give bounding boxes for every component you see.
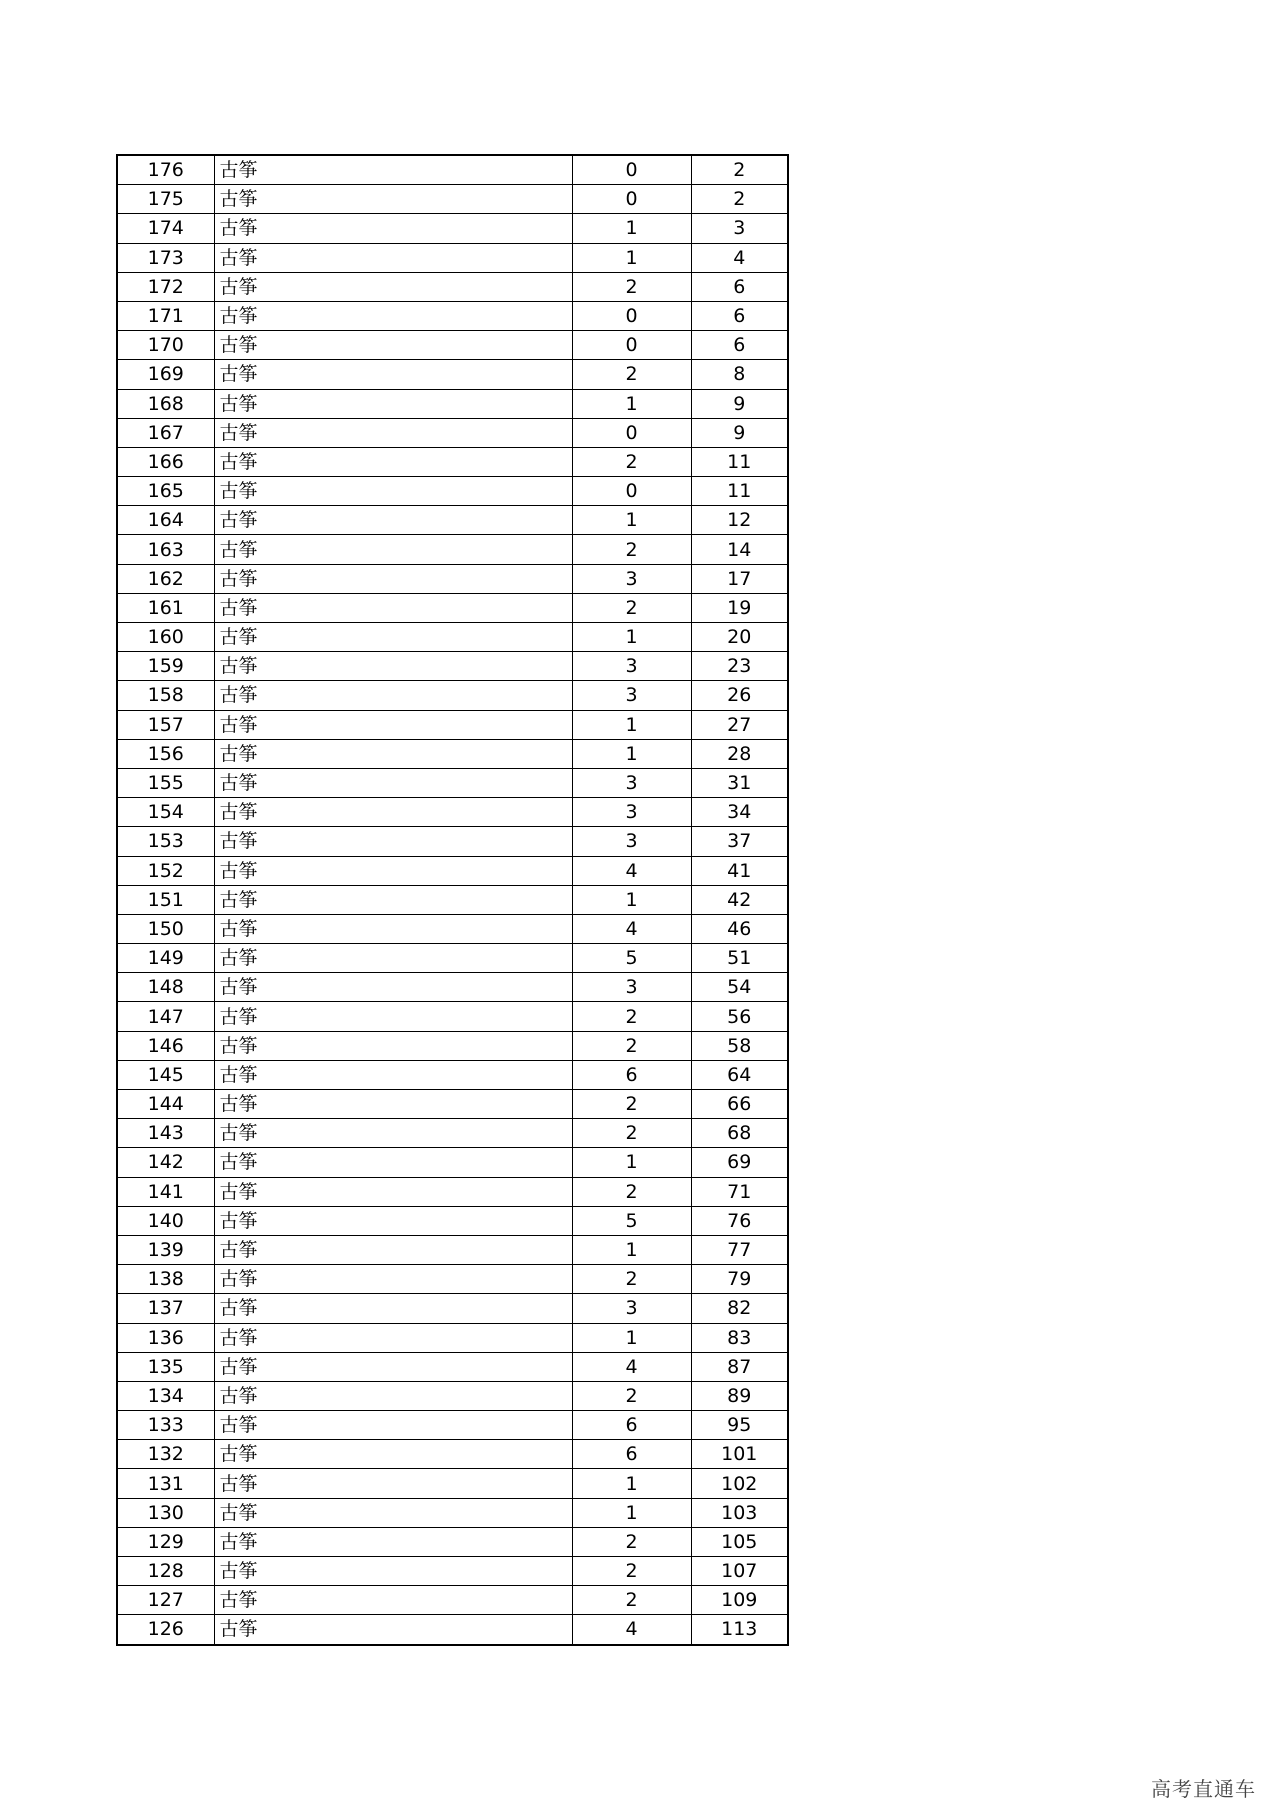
cumulative-cell: 69 [691,1148,788,1177]
score-cell: 138 [117,1265,214,1294]
score-cell: 132 [117,1440,214,1469]
cumulative-cell: 82 [691,1294,788,1323]
count-cell: 3 [572,973,691,1002]
table-row [117,944,788,973]
table-row [117,1060,788,1089]
cumulative-cell: 87 [691,1352,788,1381]
cumulative-cell: 27 [691,710,788,739]
item-cell: 古筝 [214,185,572,214]
count-cell: 3 [572,768,691,797]
count-cell: 1 [572,389,691,418]
table-row [117,1002,788,1031]
count-cell: 1 [572,243,691,272]
item-cell: 古筝 [214,944,572,973]
item-cell: 古筝 [214,681,572,710]
cumulative-cell: 6 [691,331,788,360]
table-row [117,1031,788,1060]
count-cell: 2 [572,593,691,622]
item-cell: 古筝 [214,856,572,885]
item-cell: 古筝 [214,564,572,593]
count-cell: 2 [572,1090,691,1119]
cumulative-cell: 58 [691,1031,788,1060]
item-cell: 古筝 [214,593,572,622]
count-cell: 6 [572,1440,691,1469]
item-cell: 古筝 [214,272,572,301]
count-cell: 2 [572,1265,691,1294]
table-row [117,768,788,797]
count-cell: 2 [572,1586,691,1615]
score-cell: 160 [117,623,214,652]
table-row [117,1177,788,1206]
count-cell: 0 [572,331,691,360]
cumulative-cell: 6 [691,272,788,301]
count-cell: 0 [572,301,691,330]
table-row [117,681,788,710]
item-cell: 古筝 [214,1323,572,1352]
cumulative-cell: 105 [691,1527,788,1556]
table-row [117,418,788,447]
cumulative-cell: 51 [691,944,788,973]
score-cell: 140 [117,1206,214,1235]
cumulative-cell: 8 [691,360,788,389]
item-cell: 古筝 [214,1119,572,1148]
table-row [117,1148,788,1177]
item-cell: 古筝 [214,155,572,185]
count-cell: 1 [572,623,691,652]
table-row [117,710,788,739]
table-row [117,914,788,943]
cumulative-cell: 11 [691,447,788,476]
score-cell: 129 [117,1527,214,1556]
table-row [117,535,788,564]
count-cell: 0 [572,185,691,214]
cumulative-cell: 77 [691,1235,788,1264]
count-cell: 2 [572,1119,691,1148]
score-cell: 136 [117,1323,214,1352]
item-cell: 古筝 [214,827,572,856]
score-cell: 130 [117,1498,214,1527]
score-cell: 164 [117,506,214,535]
table-row [117,272,788,301]
table-row [117,623,788,652]
cumulative-cell: 20 [691,623,788,652]
item-cell: 古筝 [214,1235,572,1264]
score-cell: 153 [117,827,214,856]
cumulative-cell: 107 [691,1557,788,1586]
count-cell: 1 [572,739,691,768]
count-cell: 3 [572,827,691,856]
table-row [117,1586,788,1615]
item-cell: 古筝 [214,1527,572,1556]
table-row [117,447,788,476]
item-cell: 古筝 [214,710,572,739]
table-row [117,243,788,272]
item-cell: 古筝 [214,1060,572,1089]
cumulative-cell: 4 [691,243,788,272]
cumulative-cell: 14 [691,535,788,564]
item-cell: 古筝 [214,1411,572,1440]
count-cell: 3 [572,681,691,710]
count-cell: 1 [572,1498,691,1527]
score-cell: 148 [117,973,214,1002]
score-cell: 157 [117,710,214,739]
count-cell: 2 [572,1031,691,1060]
item-cell: 古筝 [214,914,572,943]
item-cell: 古筝 [214,623,572,652]
table-row [117,1411,788,1440]
score-cell: 174 [117,214,214,243]
item-cell: 古筝 [214,214,572,243]
cumulative-cell: 54 [691,973,788,1002]
item-cell: 古筝 [214,301,572,330]
table-row [117,1090,788,1119]
table-row [117,301,788,330]
item-cell: 古筝 [214,360,572,389]
score-cell: 176 [117,155,214,185]
table-row [117,331,788,360]
count-cell: 2 [572,272,691,301]
item-cell: 古筝 [214,1002,572,1031]
cumulative-cell: 109 [691,1586,788,1615]
cumulative-cell: 2 [691,185,788,214]
score-cell: 171 [117,301,214,330]
cumulative-cell: 46 [691,914,788,943]
count-cell: 2 [572,1527,691,1556]
item-cell: 古筝 [214,1557,572,1586]
table-row [117,1469,788,1498]
item-cell: 古筝 [214,1586,572,1615]
cumulative-cell: 2 [691,155,788,185]
item-cell: 古筝 [214,1265,572,1294]
score-cell: 126 [117,1615,214,1645]
count-cell: 3 [572,1294,691,1323]
table-row [117,1323,788,1352]
table-row [117,1235,788,1264]
count-cell: 3 [572,798,691,827]
item-cell: 古筝 [214,1381,572,1410]
score-cell: 147 [117,1002,214,1031]
score-cell: 170 [117,331,214,360]
cumulative-cell: 79 [691,1265,788,1294]
count-cell: 2 [572,1002,691,1031]
count-cell: 4 [572,914,691,943]
score-cell: 169 [117,360,214,389]
table-row [117,564,788,593]
count-cell: 4 [572,856,691,885]
score-cell: 150 [117,914,214,943]
count-cell: 0 [572,155,691,185]
table-row [117,1527,788,1556]
count-cell: 6 [572,1411,691,1440]
cumulative-cell: 6 [691,301,788,330]
score-cell: 151 [117,885,214,914]
score-cell: 133 [117,1411,214,1440]
cumulative-cell: 26 [691,681,788,710]
score-cell: 167 [117,418,214,447]
count-cell: 2 [572,1381,691,1410]
table-row [117,885,788,914]
table-row [117,593,788,622]
cumulative-cell: 89 [691,1381,788,1410]
cumulative-cell: 34 [691,798,788,827]
cumulative-cell: 95 [691,1411,788,1440]
table-row [117,1615,788,1645]
count-cell: 3 [572,564,691,593]
item-cell: 古筝 [214,652,572,681]
count-cell: 4 [572,1352,691,1381]
item-cell: 古筝 [214,1294,572,1323]
item-cell: 古筝 [214,1498,572,1527]
cumulative-cell: 19 [691,593,788,622]
table-row [117,1557,788,1586]
count-cell: 1 [572,214,691,243]
table-row [117,827,788,856]
table-row [117,477,788,506]
item-cell: 古筝 [214,1177,572,1206]
score-cell: 127 [117,1586,214,1615]
score-cell: 159 [117,652,214,681]
score-cell: 168 [117,389,214,418]
cumulative-cell: 28 [691,739,788,768]
item-cell: 古筝 [214,739,572,768]
cumulative-cell: 71 [691,1177,788,1206]
count-cell: 1 [572,1323,691,1352]
item-cell: 古筝 [214,506,572,535]
score-cell: 158 [117,681,214,710]
score-cell: 145 [117,1060,214,1089]
item-cell: 古筝 [214,973,572,1002]
table-row [117,1294,788,1323]
table-row [117,1206,788,1235]
item-cell: 古筝 [214,331,572,360]
cumulative-cell: 76 [691,1206,788,1235]
item-cell: 古筝 [214,768,572,797]
item-cell: 古筝 [214,1352,572,1381]
score-cell: 165 [117,477,214,506]
score-cell: 173 [117,243,214,272]
item-cell: 古筝 [214,389,572,418]
table-row [117,973,788,1002]
table-row [117,652,788,681]
table-row [117,1265,788,1294]
score-cell: 161 [117,593,214,622]
cumulative-cell: 101 [691,1440,788,1469]
cumulative-cell: 66 [691,1090,788,1119]
table-row [117,798,788,827]
table-row [117,360,788,389]
score-cell: 128 [117,1557,214,1586]
table-body [117,155,788,1645]
score-cell: 141 [117,1177,214,1206]
cumulative-cell: 113 [691,1615,788,1645]
score-cell: 131 [117,1469,214,1498]
cumulative-cell: 9 [691,389,788,418]
table-row [117,155,788,185]
score-cell: 155 [117,768,214,797]
item-cell: 古筝 [214,447,572,476]
score-cell: 163 [117,535,214,564]
table-row [117,1440,788,1469]
table-row [117,1119,788,1148]
cumulative-cell: 3 [691,214,788,243]
count-cell: 0 [572,477,691,506]
score-cell: 175 [117,185,214,214]
item-cell: 古筝 [214,535,572,564]
table-row [117,1381,788,1410]
watermark-text: 高考直通车 [1151,1777,1256,1801]
count-cell: 1 [572,710,691,739]
count-cell: 0 [572,418,691,447]
cumulative-cell: 103 [691,1498,788,1527]
cumulative-cell: 102 [691,1469,788,1498]
score-cell: 142 [117,1148,214,1177]
cumulative-cell: 31 [691,768,788,797]
item-cell: 古筝 [214,885,572,914]
item-cell: 古筝 [214,477,572,506]
cumulative-cell: 56 [691,1002,788,1031]
cumulative-cell: 68 [691,1119,788,1148]
cumulative-cell: 37 [691,827,788,856]
count-cell: 2 [572,360,691,389]
count-cell: 5 [572,1206,691,1235]
count-cell: 6 [572,1060,691,1089]
table-row [117,1498,788,1527]
item-cell: 古筝 [214,243,572,272]
item-cell: 古筝 [214,1031,572,1060]
item-cell: 古筝 [214,418,572,447]
count-cell: 1 [572,1235,691,1264]
item-cell: 古筝 [214,1469,572,1498]
score-cell: 134 [117,1381,214,1410]
cumulative-cell: 17 [691,564,788,593]
count-cell: 2 [572,447,691,476]
table-row [117,1352,788,1381]
score-cell: 156 [117,739,214,768]
count-cell: 1 [572,1469,691,1498]
count-cell: 3 [572,652,691,681]
score-cell: 154 [117,798,214,827]
table-row [117,214,788,243]
count-cell: 2 [572,1177,691,1206]
table-row [117,506,788,535]
cumulative-cell: 42 [691,885,788,914]
item-cell: 古筝 [214,1090,572,1119]
cumulative-cell: 11 [691,477,788,506]
item-cell: 古筝 [214,1615,572,1645]
table-row [117,856,788,885]
score-cell: 162 [117,564,214,593]
cumulative-cell: 64 [691,1060,788,1089]
item-cell: 古筝 [214,1148,572,1177]
table-row [117,185,788,214]
score-cell: 149 [117,944,214,973]
score-cell: 166 [117,447,214,476]
count-cell: 1 [572,885,691,914]
count-cell: 1 [572,1148,691,1177]
item-cell: 古筝 [214,1206,572,1235]
count-cell: 4 [572,1615,691,1645]
cumulative-cell: 12 [691,506,788,535]
score-cell: 137 [117,1294,214,1323]
score-cell: 172 [117,272,214,301]
count-cell: 1 [572,506,691,535]
score-cell: 144 [117,1090,214,1119]
item-cell: 古筝 [214,1440,572,1469]
table-row [117,389,788,418]
score-cell: 139 [117,1235,214,1264]
score-cell: 152 [117,856,214,885]
item-cell: 古筝 [214,798,572,827]
cumulative-cell: 9 [691,418,788,447]
score-distribution-table [116,154,789,1646]
cumulative-cell: 83 [691,1323,788,1352]
score-cell: 135 [117,1352,214,1381]
table-row [117,739,788,768]
score-cell: 143 [117,1119,214,1148]
score-cell: 146 [117,1031,214,1060]
cumulative-cell: 41 [691,856,788,885]
count-cell: 5 [572,944,691,973]
count-cell: 2 [572,1557,691,1586]
count-cell: 2 [572,535,691,564]
cumulative-cell: 23 [691,652,788,681]
